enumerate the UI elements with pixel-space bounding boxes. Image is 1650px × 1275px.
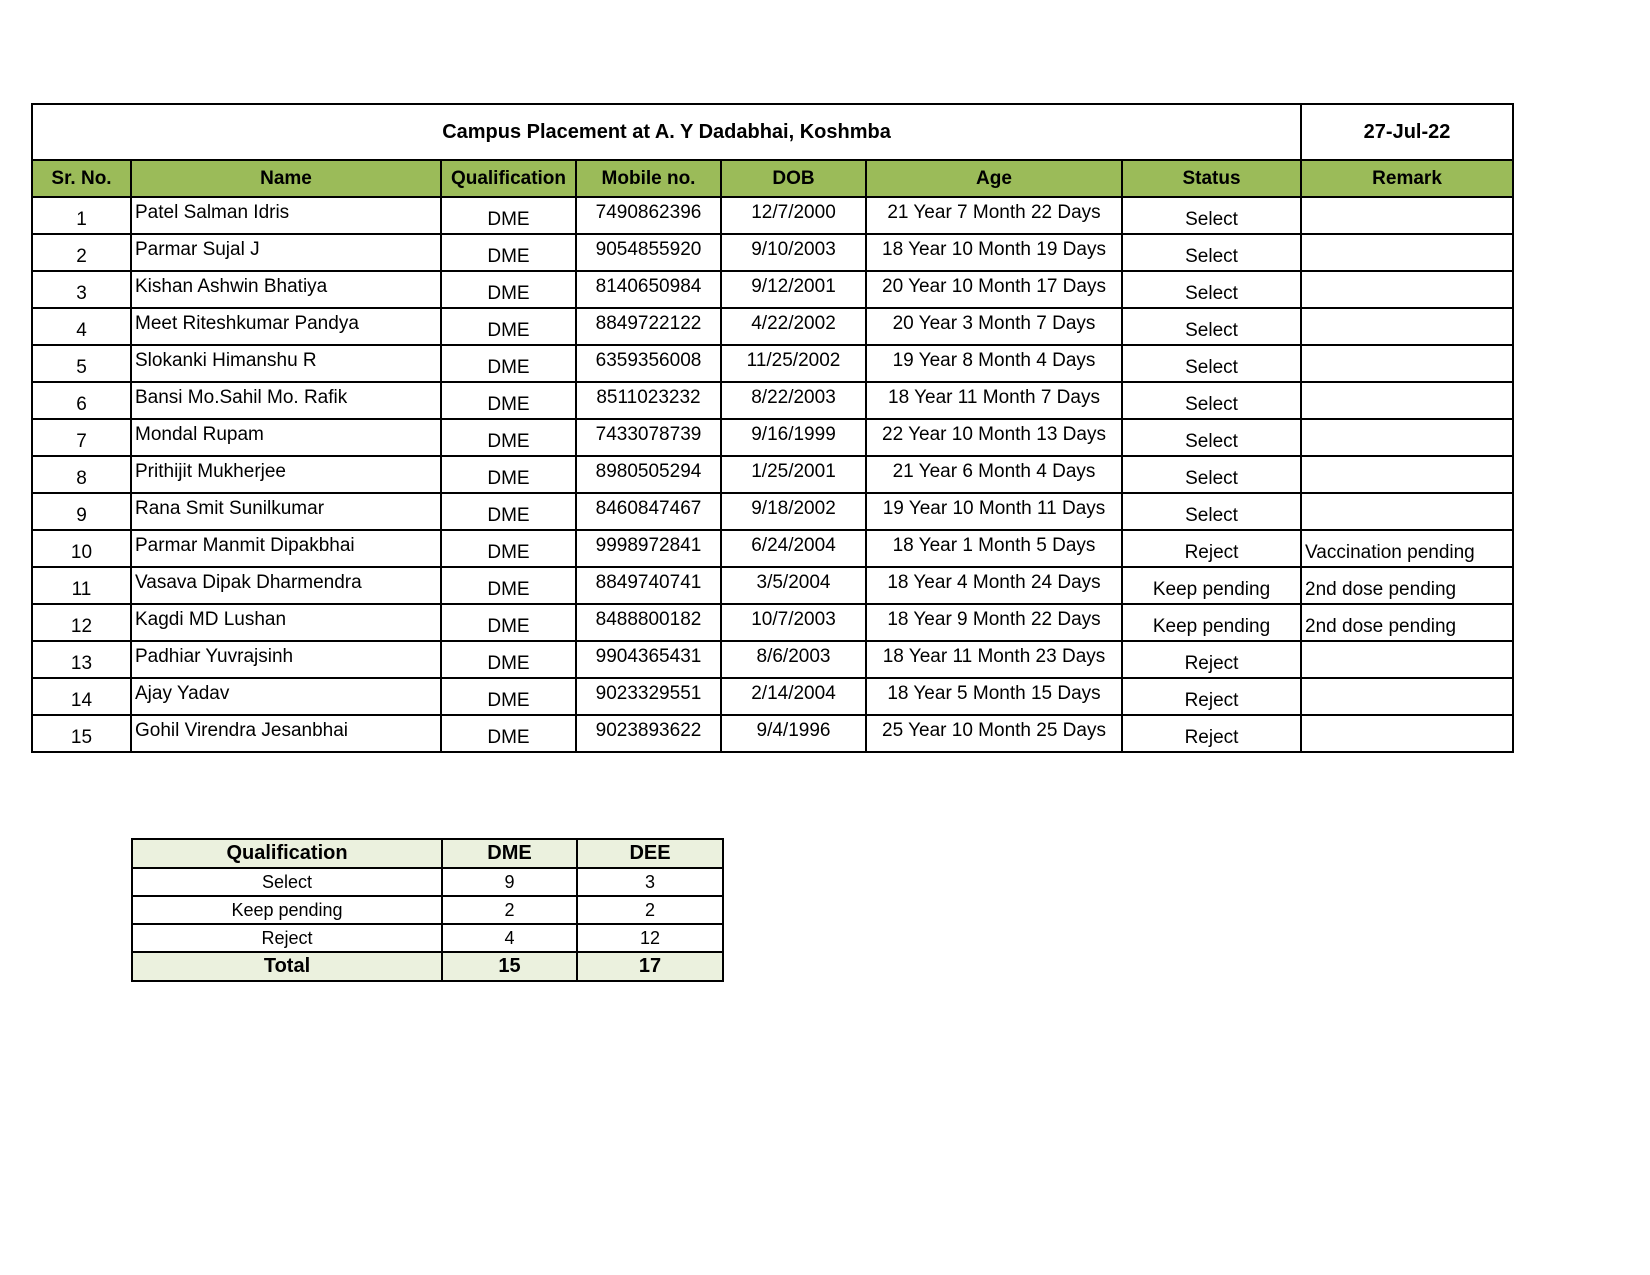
cell-qualification: DME <box>441 197 576 234</box>
header-sr-no: Sr. No. <box>32 160 131 197</box>
cell-sr-no: 12 <box>32 604 131 641</box>
cell-sr-no: 9 <box>32 493 131 530</box>
cell-dob: 9/12/2001 <box>721 271 866 308</box>
cell-name: Ajay Yadav <box>131 678 441 715</box>
cell-status: Reject <box>1122 530 1301 567</box>
cell-mobile: 8849740741 <box>576 567 721 604</box>
cell-mobile: 9023893622 <box>576 715 721 752</box>
table-row <box>32 641 1513 678</box>
table-row <box>32 604 1513 641</box>
summary-header-row <box>132 839 723 868</box>
cell-qualification: DME <box>441 345 576 382</box>
cell-age: 19 Year 8 Month 4 Days <box>866 345 1122 382</box>
cell-sr-no: 6 <box>32 382 131 419</box>
cell-remark <box>1301 493 1513 530</box>
cell-mobile: 8140650984 <box>576 271 721 308</box>
cell-status: Select <box>1122 456 1301 493</box>
summary-row-reject <box>132 924 723 952</box>
summary-dme-value: 4 <box>442 924 577 952</box>
header-name: Name <box>131 160 441 197</box>
cell-age: 21 Year 7 Month 22 Days <box>866 197 1122 234</box>
summary-row-keep-pending <box>132 896 723 924</box>
cell-sr-no: 10 <box>32 530 131 567</box>
cell-dob: 9/18/2002 <box>721 493 866 530</box>
cell-qualification: DME <box>441 641 576 678</box>
cell-sr-no: 14 <box>32 678 131 715</box>
cell-status: Select <box>1122 197 1301 234</box>
cell-dob: 9/4/1996 <box>721 715 866 752</box>
cell-sr-no: 7 <box>32 419 131 456</box>
table-row <box>32 308 1513 345</box>
cell-name: Bansi Mo.Sahil Mo. Rafik <box>131 382 441 419</box>
cell-age: 20 Year 3 Month 7 Days <box>866 308 1122 345</box>
cell-age: 18 Year 9 Month 22 Days <box>866 604 1122 641</box>
cell-dob: 8/22/2003 <box>721 382 866 419</box>
cell-remark: 2nd dose pending <box>1301 567 1513 604</box>
cell-qualification: DME <box>441 382 576 419</box>
summary-header-qualification: Qualification <box>132 839 442 868</box>
cell-mobile: 7490862396 <box>576 197 721 234</box>
table-row <box>32 715 1513 752</box>
cell-name: Padhiar Yuvrajsinh <box>131 641 441 678</box>
cell-age: 19 Year 10 Month 11 Days <box>866 493 1122 530</box>
cell-age: 18 Year 10 Month 19 Days <box>866 234 1122 271</box>
cell-status: Select <box>1122 419 1301 456</box>
cell-status: Select <box>1122 493 1301 530</box>
cell-name: Prithijit Mukherjee <box>131 456 441 493</box>
summary-header-dme: DME <box>442 839 577 868</box>
cell-dob: 9/16/1999 <box>721 419 866 456</box>
summary-label: Select <box>132 868 442 896</box>
cell-age: 22 Year 10 Month 13 Days <box>866 419 1122 456</box>
cell-remark: 2nd dose pending <box>1301 604 1513 641</box>
cell-qualification: DME <box>441 678 576 715</box>
summary-dee-value: 2 <box>577 896 723 924</box>
cell-sr-no: 1 <box>32 197 131 234</box>
cell-name: Kagdi MD Lushan <box>131 604 441 641</box>
summary-dee-value: 3 <box>577 868 723 896</box>
header-status: Status <box>1122 160 1301 197</box>
cell-age: 25 Year 10 Month 25 Days <box>866 715 1122 752</box>
summary-total-label: Total <box>132 952 442 981</box>
cell-age: 21 Year 6 Month 4 Days <box>866 456 1122 493</box>
title-row <box>32 104 1513 160</box>
header-remark: Remark <box>1301 160 1513 197</box>
cell-age: 18 Year 5 Month 15 Days <box>866 678 1122 715</box>
cell-sr-no: 2 <box>32 234 131 271</box>
cell-status: Reject <box>1122 641 1301 678</box>
summary-dme-value: 9 <box>442 868 577 896</box>
cell-status: Reject <box>1122 678 1301 715</box>
cell-mobile: 8511023232 <box>576 382 721 419</box>
cell-name: Gohil Virendra Jesanbhai <box>131 715 441 752</box>
cell-name: Rana Smit Sunilkumar <box>131 493 441 530</box>
cell-remark: Vaccination pending <box>1301 530 1513 567</box>
cell-name: Parmar Manmit Dipakbhai <box>131 530 441 567</box>
cell-sr-no: 4 <box>32 308 131 345</box>
table-header-row <box>32 160 1513 197</box>
cell-age: 18 Year 11 Month 7 Days <box>866 382 1122 419</box>
cell-name: Slokanki Himanshu R <box>131 345 441 382</box>
cell-dob: 9/10/2003 <box>721 234 866 271</box>
cell-remark <box>1301 419 1513 456</box>
cell-mobile: 8980505294 <box>576 456 721 493</box>
cell-remark <box>1301 641 1513 678</box>
cell-sr-no: 8 <box>32 456 131 493</box>
table-row <box>32 567 1513 604</box>
cell-dob: 3/5/2004 <box>721 567 866 604</box>
cell-qualification: DME <box>441 567 576 604</box>
cell-remark <box>1301 678 1513 715</box>
cell-mobile: 8460847467 <box>576 493 721 530</box>
cell-dob: 10/7/2003 <box>721 604 866 641</box>
cell-mobile: 9023329551 <box>576 678 721 715</box>
table-row <box>32 382 1513 419</box>
cell-qualification: DME <box>441 271 576 308</box>
cell-qualification: DME <box>441 715 576 752</box>
cell-mobile: 8849722122 <box>576 308 721 345</box>
cell-status: Select <box>1122 345 1301 382</box>
summary-row-select <box>132 868 723 896</box>
cell-remark <box>1301 234 1513 271</box>
cell-remark <box>1301 308 1513 345</box>
cell-sr-no: 5 <box>32 345 131 382</box>
cell-name: Patel Salman Idris <box>131 197 441 234</box>
summary-label: Keep pending <box>132 896 442 924</box>
cell-status: Select <box>1122 382 1301 419</box>
report-date: 27-Jul-22 <box>1301 104 1513 160</box>
cell-dob: 12/7/2000 <box>721 197 866 234</box>
cell-sr-no: 13 <box>32 641 131 678</box>
summary-table <box>131 838 724 982</box>
cell-dob: 6/24/2004 <box>721 530 866 567</box>
cell-age: 18 Year 1 Month 5 Days <box>866 530 1122 567</box>
cell-name: Mondal Rupam <box>131 419 441 456</box>
cell-status: Keep pending <box>1122 567 1301 604</box>
cell-sr-no: 3 <box>32 271 131 308</box>
summary-total-row <box>132 952 723 981</box>
cell-mobile: 7433078739 <box>576 419 721 456</box>
cell-sr-no: 15 <box>32 715 131 752</box>
cell-dob: 4/22/2002 <box>721 308 866 345</box>
cell-qualification: DME <box>441 604 576 641</box>
cell-qualification: DME <box>441 308 576 345</box>
cell-qualification: DME <box>441 419 576 456</box>
header-qualification: Qualification <box>441 160 576 197</box>
table-body <box>32 197 1513 752</box>
cell-status: Reject <box>1122 715 1301 752</box>
cell-name: Parmar Sujal J <box>131 234 441 271</box>
cell-name: Vasava Dipak Dharmendra <box>131 567 441 604</box>
cell-mobile: 6359356008 <box>576 345 721 382</box>
cell-status: Keep pending <box>1122 604 1301 641</box>
cell-dob: 8/6/2003 <box>721 641 866 678</box>
cell-name: Kishan Ashwin Bhatiya <box>131 271 441 308</box>
cell-dob: 2/14/2004 <box>721 678 866 715</box>
summary-header-dee: DEE <box>577 839 723 868</box>
header-age: Age <box>866 160 1122 197</box>
table-row <box>32 197 1513 234</box>
table-row <box>32 419 1513 456</box>
page-title: Campus Placement at A. Y Dadabhai, Koshmba <box>32 104 1301 160</box>
placement-table <box>31 103 1514 753</box>
cell-remark <box>1301 456 1513 493</box>
cell-age: 20 Year 10 Month 17 Days <box>866 271 1122 308</box>
cell-status: Select <box>1122 234 1301 271</box>
table-row <box>32 271 1513 308</box>
cell-mobile: 9904365431 <box>576 641 721 678</box>
cell-dob: 11/25/2002 <box>721 345 866 382</box>
cell-sr-no: 11 <box>32 567 131 604</box>
cell-dob: 1/25/2001 <box>721 456 866 493</box>
header-mobile: Mobile no. <box>576 160 721 197</box>
cell-name: Meet Riteshkumar Pandya <box>131 308 441 345</box>
cell-remark <box>1301 715 1513 752</box>
header-dob: DOB <box>721 160 866 197</box>
cell-remark <box>1301 345 1513 382</box>
summary-total-dme: 15 <box>442 952 577 981</box>
cell-mobile: 9998972841 <box>576 530 721 567</box>
table-row <box>32 345 1513 382</box>
cell-qualification: DME <box>441 456 576 493</box>
cell-mobile: 9054855920 <box>576 234 721 271</box>
cell-remark <box>1301 382 1513 419</box>
cell-status: Select <box>1122 271 1301 308</box>
table-row <box>32 530 1513 567</box>
cell-qualification: DME <box>441 493 576 530</box>
cell-age: 18 Year 4 Month 24 Days <box>866 567 1122 604</box>
summary-dee-value: 12 <box>577 924 723 952</box>
summary-label: Reject <box>132 924 442 952</box>
cell-status: Select <box>1122 308 1301 345</box>
table-row <box>32 456 1513 493</box>
cell-mobile: 8488800182 <box>576 604 721 641</box>
table-row <box>32 493 1513 530</box>
cell-remark <box>1301 271 1513 308</box>
cell-qualification: DME <box>441 530 576 567</box>
cell-qualification: DME <box>441 234 576 271</box>
cell-remark <box>1301 197 1513 234</box>
cell-age: 18 Year 11 Month 23 Days <box>866 641 1122 678</box>
summary-dme-value: 2 <box>442 896 577 924</box>
summary-total-dee: 17 <box>577 952 723 981</box>
table-row <box>32 234 1513 271</box>
table-row <box>32 678 1513 715</box>
